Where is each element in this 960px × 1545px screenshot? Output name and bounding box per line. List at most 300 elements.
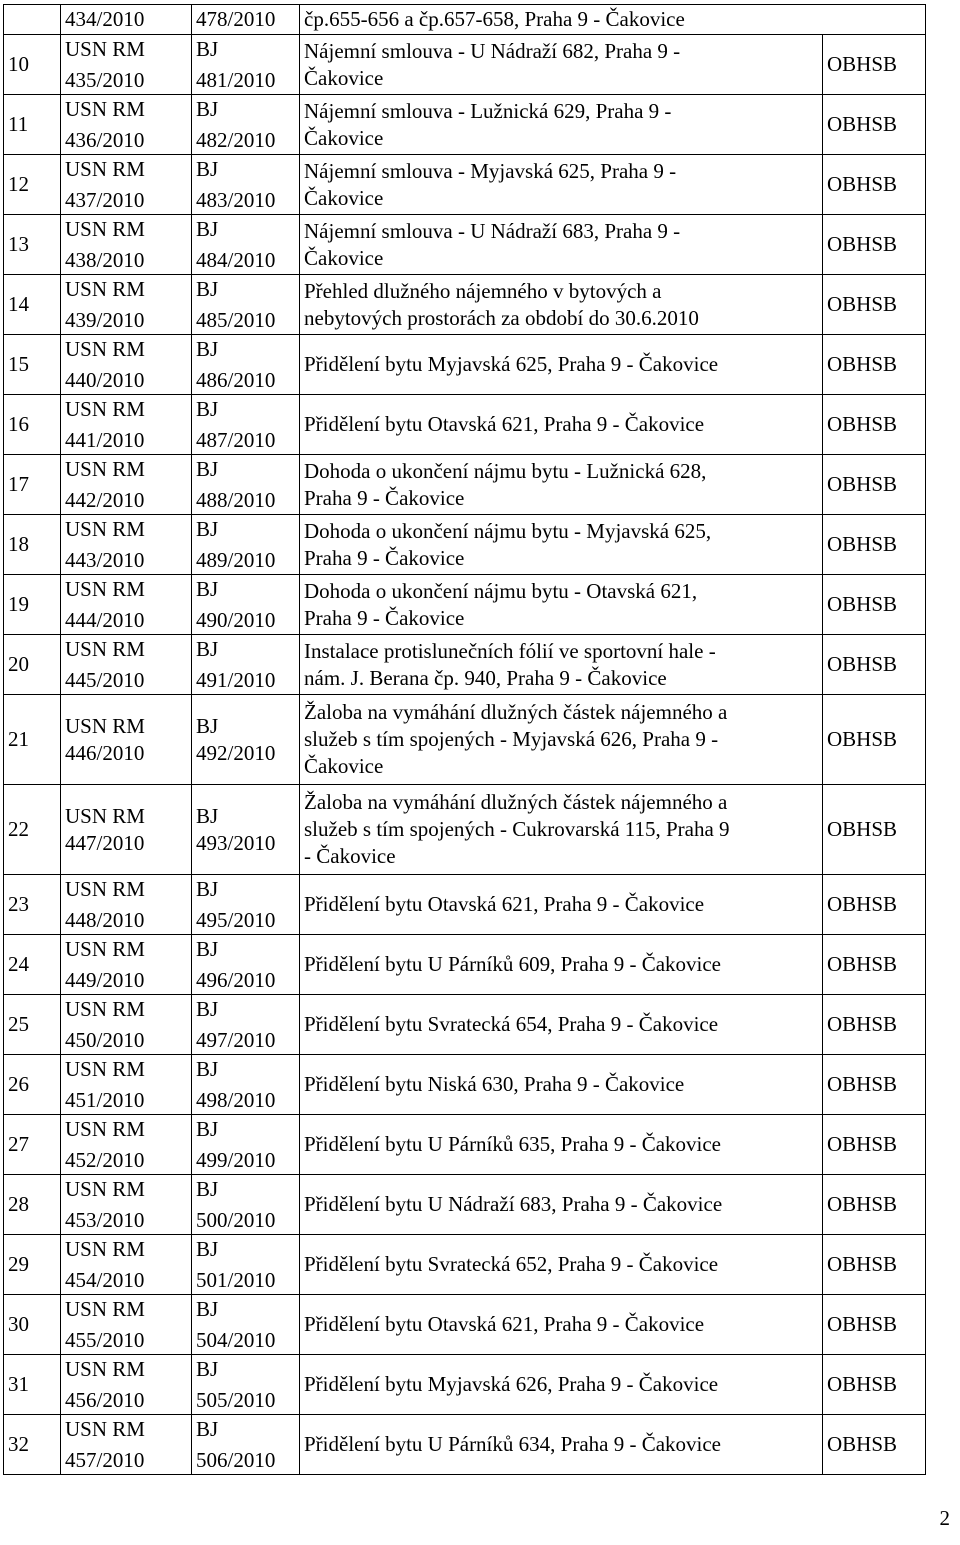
table-row — [4, 395, 926, 455]
description-line: Instalace protislunečních fólií ve sportovní hale - — [304, 638, 716, 663]
usn-cell — [61, 515, 192, 575]
bj-cell-stack — [196, 1056, 295, 1114]
row-number-cell: 23 — [4, 875, 61, 935]
usn-cell — [61, 935, 192, 995]
usn-cell-label: USN RM — [65, 876, 145, 901]
usn-cell-value: 435/2010 — [65, 67, 145, 92]
bj-cell-value: 506/2010 — [196, 1447, 276, 1472]
description-line: nebytových prostorách za období do 30.6.2010 — [304, 305, 699, 330]
row-number-cell: 13 — [4, 215, 61, 275]
row-number-cell: 28 — [4, 1175, 61, 1235]
row-number-cell: 27 — [4, 1115, 61, 1175]
usn-cell-value: 450/2010 — [65, 1027, 145, 1052]
description-cell — [300, 95, 823, 155]
department-cell: OBHSB — [823, 1115, 926, 1175]
usn-cell-stack — [65, 1056, 187, 1114]
table-row — [4, 335, 926, 395]
row-number-cell: 22 — [4, 785, 61, 875]
usn-cell — [61, 575, 192, 635]
usn-cell-value: 452/2010 — [65, 1147, 145, 1172]
bj-cell-stack — [196, 1356, 295, 1414]
resolution-table-body — [4, 5, 926, 1475]
usn-cell — [61, 455, 192, 515]
bj-cell-label: BJ — [196, 1236, 219, 1261]
department-cell: OBHSB — [823, 1415, 926, 1475]
bj-cell — [192, 875, 300, 935]
usn-cell-stack — [65, 876, 187, 934]
description-cell — [300, 1415, 823, 1475]
description-line: Čakovice — [304, 185, 384, 210]
description-cell — [300, 875, 823, 935]
description-cell: čp.655-656 a čp.657-658, Praha 9 - Čakovice — [300, 5, 926, 35]
department-cell: OBHSB — [823, 695, 926, 785]
usn-cell — [61, 1295, 192, 1355]
usn-cell — [61, 95, 192, 155]
description-cell — [300, 335, 823, 395]
bj-cell-label: BJ — [196, 216, 219, 241]
table-row — [4, 1235, 926, 1295]
usn-cell-value: 445/2010 — [65, 667, 145, 692]
page-number: 2 — [939, 1506, 950, 1530]
table-row — [4, 635, 926, 695]
row-number-cell: 18 — [4, 515, 61, 575]
row-number-cell: 26 — [4, 1055, 61, 1115]
usn-cell-stack — [65, 276, 187, 334]
usn-cell-stack — [65, 1116, 187, 1174]
description-line: služeb s tím spojených - Cukrovarská 115, Praha 9 — [304, 817, 730, 841]
bj-cell — [192, 95, 300, 155]
description-line: Čakovice — [304, 754, 384, 778]
bj-cell-label: BJ — [196, 713, 219, 738]
bj-cell-value: 497/2010 — [196, 1027, 276, 1052]
bj-cell-stack — [196, 96, 295, 154]
usn-cell — [61, 1115, 192, 1175]
usn-cell — [61, 1055, 192, 1115]
description-cell — [300, 35, 823, 95]
bj-cell-value: 483/2010 — [196, 187, 276, 212]
usn-cell-value: 448/2010 — [65, 907, 145, 932]
table-row — [4, 95, 926, 155]
usn-cell-stack — [65, 216, 187, 274]
bj-cell — [192, 1415, 300, 1475]
usn-cell-value: 438/2010 — [65, 247, 145, 272]
description-line: Dohoda o ukončení nájmu bytu - Lužnická 628, — [304, 458, 707, 483]
description-line: Přidělení bytu Otavská 621, Praha 9 - Čakovice — [304, 412, 705, 436]
usn-cell — [61, 695, 192, 785]
usn-cell-stack — [65, 576, 187, 634]
bj-cell-stack — [196, 36, 295, 94]
bj-cell-stack — [196, 156, 295, 214]
table-row — [4, 455, 926, 515]
row-number-cell: 32 — [4, 1415, 61, 1475]
description-line: Přidělení bytu Myjavská 626, Praha 9 - Čakovice — [304, 1372, 719, 1396]
department-cell: OBHSB — [823, 995, 926, 1055]
bj-cell — [192, 1175, 300, 1235]
description-line: - Čakovice — [304, 844, 396, 868]
usn-cell-stack — [65, 1356, 187, 1414]
usn-cell — [61, 875, 192, 935]
bj-cell-value: 482/2010 — [196, 127, 276, 152]
usn-cell-stack — [65, 636, 187, 694]
usn-cell-stack — [65, 96, 187, 154]
bj-cell-value: 488/2010 — [196, 487, 276, 512]
description-line: nám. J. Berana čp. 940, Praha 9 - Čakovice — [304, 665, 667, 690]
bj-cell-label: BJ — [196, 996, 219, 1021]
bj-cell-stack — [196, 996, 295, 1054]
bj-cell — [192, 575, 300, 635]
usn-cell — [61, 275, 192, 335]
bj-cell-value: 493/2010 — [196, 830, 276, 855]
bj-cell-label: BJ — [196, 96, 219, 121]
bj-cell-stack — [196, 1236, 295, 1294]
bj-cell-value: 485/2010 — [196, 307, 276, 332]
usn-cell: 434/2010 — [61, 5, 192, 35]
usn-cell-value: 451/2010 — [65, 1087, 145, 1112]
table-row — [4, 1175, 926, 1235]
bj-cell-stack — [196, 516, 295, 574]
bj-cell-stack — [196, 576, 295, 634]
bj-cell — [192, 515, 300, 575]
department-cell: OBHSB — [823, 95, 926, 155]
bj-cell-value: 495/2010 — [196, 907, 276, 932]
row-number-cell: 25 — [4, 995, 61, 1055]
row-number-cell: 21 — [4, 695, 61, 785]
department-cell: OBHSB — [823, 1295, 926, 1355]
bj-cell-label: BJ — [196, 803, 219, 828]
bj-cell-stack — [196, 1116, 295, 1174]
description-line: Přidělení bytu Svratecká 654, Praha 9 - Čakovice — [304, 1012, 719, 1036]
usn-cell-label: USN RM — [65, 276, 145, 301]
department-cell: OBHSB — [823, 935, 926, 995]
bj-cell-stack — [196, 876, 295, 934]
department-cell: OBHSB — [823, 785, 926, 875]
bj-cell — [192, 275, 300, 335]
description-cell — [300, 695, 823, 785]
description-line: Dohoda o ukončení nájmu bytu - Otavská 621, — [304, 578, 698, 603]
description-line: Přidělení bytu U Párníků 635, Praha 9 - Čakovice — [304, 1132, 722, 1156]
bj-cell — [192, 935, 300, 995]
usn-cell-label: USN RM — [65, 576, 145, 601]
bj-cell-label: BJ — [196, 156, 219, 181]
bj-cell-stack — [196, 936, 295, 994]
usn-cell-stack — [65, 996, 187, 1054]
bj-cell — [192, 1115, 300, 1175]
bj-cell-label: BJ — [196, 876, 219, 901]
table-row — [4, 215, 926, 275]
description-cell — [300, 635, 823, 695]
usn-cell-value: 444/2010 — [65, 607, 145, 632]
usn-cell-stack — [65, 516, 187, 574]
row-number-cell: 16 — [4, 395, 61, 455]
row-number-cell: 15 — [4, 335, 61, 395]
bj-cell-value: 490/2010 — [196, 607, 276, 632]
usn-cell-stack — [65, 156, 187, 214]
usn-cell — [61, 155, 192, 215]
table-row — [4, 935, 926, 995]
bj-cell-label: BJ — [196, 1116, 219, 1141]
description-line: Nájemní smlouva - Myjavská 625, Praha 9 - — [304, 158, 677, 183]
usn-cell-label: USN RM — [65, 996, 145, 1021]
description-line: Žaloba na vymáhání dlužných částek nájemného a — [304, 790, 728, 814]
bj-cell-stack — [196, 636, 295, 694]
bj-cell-stack — [196, 1296, 295, 1354]
usn-cell — [61, 1355, 192, 1415]
usn-cell-value: 454/2010 — [65, 1267, 145, 1292]
usn-cell-value: 442/2010 — [65, 487, 145, 512]
usn-cell-label: USN RM — [65, 1176, 145, 1201]
description-cell — [300, 395, 823, 455]
usn-cell-value: 443/2010 — [65, 547, 145, 572]
bj-cell — [192, 215, 300, 275]
bj-cell-value: 491/2010 — [196, 667, 276, 692]
bj-cell-label: BJ — [196, 1296, 219, 1321]
usn-cell-stack — [65, 336, 187, 394]
row-number-cell: 31 — [4, 1355, 61, 1415]
bj-cell — [192, 395, 300, 455]
usn-cell-stack — [65, 396, 187, 454]
usn-cell-value: 446/2010 — [65, 740, 145, 765]
bj-cell-label: BJ — [196, 1056, 219, 1081]
bj-cell-value: 489/2010 — [196, 547, 276, 572]
usn-cell-value: 455/2010 — [65, 1327, 145, 1352]
description-cell — [300, 1295, 823, 1355]
description-line: Čakovice — [304, 245, 384, 270]
department-cell: OBHSB — [823, 875, 926, 935]
bj-cell-label: BJ — [196, 276, 219, 301]
usn-cell-label: USN RM — [65, 36, 145, 61]
row-number-cell: 20 — [4, 635, 61, 695]
department-cell: OBHSB — [823, 155, 926, 215]
usn-cell-label: USN RM — [65, 96, 145, 121]
table-row — [4, 35, 926, 95]
usn-cell-value: 449/2010 — [65, 967, 145, 992]
table-row — [4, 1295, 926, 1355]
description-line: Přidělení bytu Niská 630, Praha 9 - Čakovice — [304, 1072, 685, 1096]
description-line: Nájemní smlouva - U Nádraží 682, Praha 9 - — [304, 38, 681, 63]
description-line: Dohoda o ukončení nájmu bytu - Myjavská 625, — [304, 518, 712, 543]
description-line: Přidělení bytu U Párníků 634, Praha 9 - Čakovice — [304, 1432, 722, 1456]
usn-cell-stack — [65, 1236, 187, 1294]
department-cell: OBHSB — [823, 1055, 926, 1115]
description-line: Čakovice — [304, 125, 384, 150]
table-row — [4, 515, 926, 575]
bj-cell-value: 501/2010 — [196, 1267, 276, 1292]
description-cell — [300, 1055, 823, 1115]
usn-cell-value: 453/2010 — [65, 1207, 145, 1232]
description-cell — [300, 1355, 823, 1415]
bj-cell — [192, 695, 300, 785]
bj-cell-label: BJ — [196, 336, 219, 361]
bj-cell-label: BJ — [196, 936, 219, 961]
bj-cell — [192, 335, 300, 395]
bj-cell-stack — [196, 1416, 295, 1474]
usn-cell-label: USN RM — [65, 216, 145, 241]
bj-cell-value: 487/2010 — [196, 427, 276, 452]
usn-cell — [61, 1175, 192, 1235]
bj-cell-label: BJ — [196, 1356, 219, 1381]
table-row — [4, 785, 926, 875]
usn-cell-label: USN RM — [65, 936, 145, 961]
usn-cell-value: 441/2010 — [65, 427, 145, 452]
bj-cell — [192, 1055, 300, 1115]
department-cell: OBHSB — [823, 275, 926, 335]
description-cell — [300, 575, 823, 635]
bj-cell-label: BJ — [196, 516, 219, 541]
table-row — [4, 575, 926, 635]
bj-cell-stack — [196, 276, 295, 334]
usn-cell-label: USN RM — [65, 713, 145, 738]
bj-cell-label: BJ — [196, 1416, 219, 1441]
table-row — [4, 1115, 926, 1175]
table-row — [4, 1415, 926, 1475]
description-cell — [300, 995, 823, 1055]
bj-cell-stack — [196, 696, 295, 784]
table-row — [4, 695, 926, 785]
row-number-cell: 30 — [4, 1295, 61, 1355]
description-line: Nájemní smlouva - Lužnická 629, Praha 9 - — [304, 98, 672, 123]
description-line: Přidělení bytu Otavská 621, Praha 9 - Čakovice — [304, 892, 705, 916]
description-line: Nájemní smlouva - U Nádraží 683, Praha 9 - — [304, 218, 681, 243]
table-row — [4, 995, 926, 1055]
bj-cell-value: 505/2010 — [196, 1387, 276, 1412]
description-cell — [300, 275, 823, 335]
table-row — [4, 155, 926, 215]
description-line: Čakovice — [304, 65, 384, 90]
bj-cell-value: 498/2010 — [196, 1087, 276, 1112]
bj-cell-label: BJ — [196, 576, 219, 601]
department-cell: OBHSB — [823, 1355, 926, 1415]
department-cell: OBHSB — [823, 635, 926, 695]
bj-cell-value: 496/2010 — [196, 967, 276, 992]
usn-cell — [61, 395, 192, 455]
department-cell: OBHSB — [823, 395, 926, 455]
usn-cell-stack — [65, 1416, 187, 1474]
description-cell — [300, 1115, 823, 1175]
bj-cell-label: BJ — [196, 396, 219, 421]
bj-cell-stack — [196, 786, 295, 874]
table-row — [4, 875, 926, 935]
department-cell: OBHSB — [823, 1175, 926, 1235]
description-cell — [300, 155, 823, 215]
description-line: Žaloba na vymáhání dlužných částek nájemného a — [304, 700, 728, 724]
resolution-table — [3, 4, 926, 1475]
table-row — [4, 1055, 926, 1115]
description-line: Přidělení bytu Svratecká 652, Praha 9 - Čakovice — [304, 1252, 719, 1276]
usn-cell-label: USN RM — [65, 1296, 145, 1321]
bj-cell — [192, 995, 300, 1055]
bj-cell — [192, 155, 300, 215]
description-cell — [300, 785, 823, 875]
description-line: Přidělení bytu Myjavská 625, Praha 9 - Čakovice — [304, 352, 719, 376]
bj-cell-value: 484/2010 — [196, 247, 276, 272]
description-cell — [300, 515, 823, 575]
bj-cell-value: 481/2010 — [196, 67, 276, 92]
description-line: Praha 9 - Čakovice — [304, 545, 465, 570]
usn-cell-value: 456/2010 — [65, 1387, 145, 1412]
bj-cell-label: BJ — [196, 1176, 219, 1201]
bj-cell-label: BJ — [196, 36, 219, 61]
usn-cell-label: USN RM — [65, 636, 145, 661]
usn-cell — [61, 1235, 192, 1295]
bj-cell-stack — [196, 216, 295, 274]
bj-cell-stack — [196, 1176, 295, 1234]
usn-cell — [61, 215, 192, 275]
bj-cell — [192, 1295, 300, 1355]
bj-cell-label: BJ — [196, 456, 219, 481]
bj-cell — [192, 635, 300, 695]
usn-cell-stack — [65, 1176, 187, 1234]
row-number-cell: 10 — [4, 35, 61, 95]
usn-cell-stack — [65, 696, 187, 784]
usn-cell-value: 457/2010 — [65, 1447, 145, 1472]
row-number-cell: 11 — [4, 95, 61, 155]
description-line: Praha 9 - Čakovice — [304, 485, 465, 510]
row-number-cell: 17 — [4, 455, 61, 515]
usn-cell — [61, 335, 192, 395]
row-number-cell: 29 — [4, 1235, 61, 1295]
description-cell — [300, 455, 823, 515]
department-cell: OBHSB — [823, 335, 926, 395]
usn-cell-label: USN RM — [65, 1236, 145, 1261]
usn-cell-value: 436/2010 — [65, 127, 145, 152]
bj-cell — [192, 455, 300, 515]
bj-cell-stack — [196, 396, 295, 454]
usn-cell-label: USN RM — [65, 336, 145, 361]
department-cell: OBHSB — [823, 215, 926, 275]
description-line: Přidělení bytu U Nádraží 683, Praha 9 - Čakovice — [304, 1192, 723, 1216]
bj-cell-stack — [196, 456, 295, 514]
usn-cell-value: 439/2010 — [65, 307, 145, 332]
department-cell: OBHSB — [823, 35, 926, 95]
usn-cell-label: USN RM — [65, 1056, 145, 1081]
usn-cell — [61, 785, 192, 875]
row-number-cell: 24 — [4, 935, 61, 995]
usn-cell — [61, 35, 192, 95]
bj-cell-value: 500/2010 — [196, 1207, 276, 1232]
description-line: Praha 9 - Čakovice — [304, 605, 465, 630]
bj-cell — [192, 785, 300, 875]
description-line: Přidělení bytu Otavská 621, Praha 9 - Čakovice — [304, 1312, 705, 1336]
description-cell — [300, 1235, 823, 1295]
usn-cell-label: USN RM — [65, 156, 145, 181]
department-cell: OBHSB — [823, 515, 926, 575]
usn-cell-label: USN RM — [65, 1356, 145, 1381]
usn-cell-stack — [65, 36, 187, 94]
usn-cell-value: 437/2010 — [65, 187, 145, 212]
usn-cell-stack — [65, 936, 187, 994]
usn-cell — [61, 635, 192, 695]
bj-cell: 478/2010 — [192, 5, 300, 35]
usn-cell-label: USN RM — [65, 516, 145, 541]
description-line: Přidělení bytu U Párníků 609, Praha 9 - Čakovice — [304, 952, 722, 976]
bj-cell-stack — [196, 336, 295, 394]
usn-cell-stack — [65, 1296, 187, 1354]
row-number-cell: 19 — [4, 575, 61, 635]
bj-cell-value: 504/2010 — [196, 1327, 276, 1352]
department-cell: OBHSB — [823, 1235, 926, 1295]
bj-cell-value: 499/2010 — [196, 1147, 276, 1172]
usn-cell-label: USN RM — [65, 1416, 145, 1441]
usn-cell — [61, 995, 192, 1055]
usn-cell — [61, 1415, 192, 1475]
usn-cell-label: USN RM — [65, 396, 145, 421]
usn-cell-stack — [65, 786, 187, 874]
description-cell — [300, 1175, 823, 1235]
bj-cell — [192, 1235, 300, 1295]
description-cell — [300, 215, 823, 275]
usn-cell-value: 447/2010 — [65, 830, 145, 855]
bj-cell — [192, 35, 300, 95]
